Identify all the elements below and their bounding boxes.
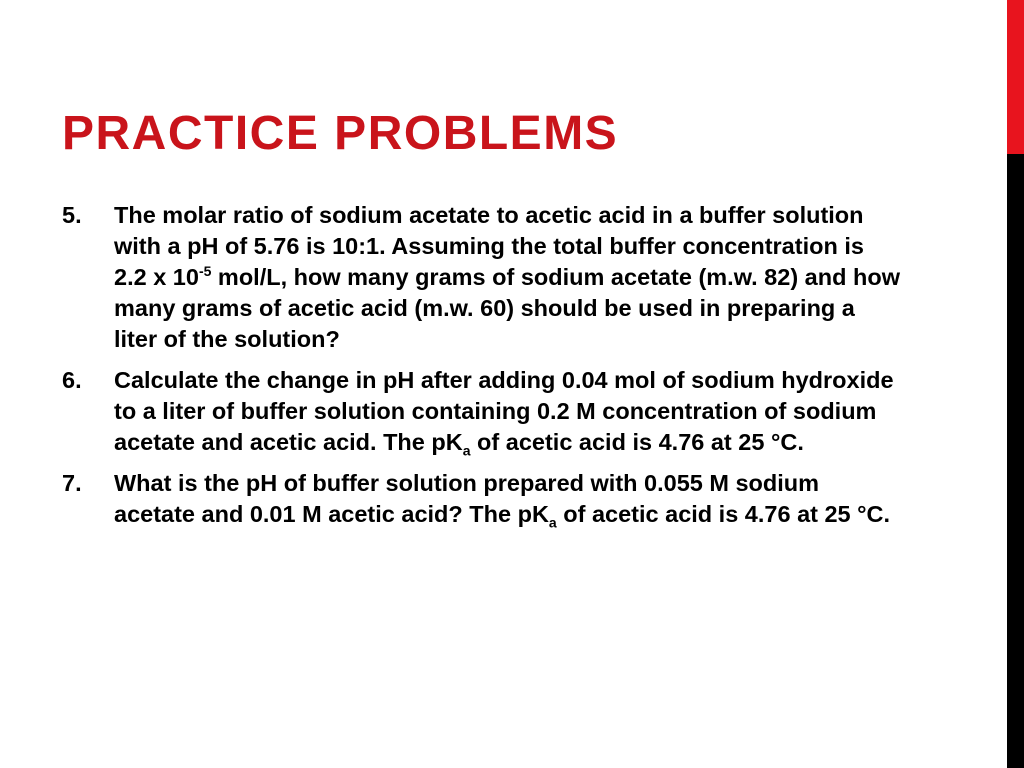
problem-text-segment: of acetic acid is 4.76 at 25 °C. [556, 501, 891, 527]
problem-text-subscript: a [548, 514, 557, 531]
problem-text-segment: of acetic acid is 4.76 at 25 °C. [470, 429, 804, 455]
problem-text-superscript: -5 [198, 263, 212, 280]
accent-bar-top [1007, 0, 1024, 154]
problem-text-segment: Calculate the change in pH after adding 0.04 mol of sodium hydroxide to a liter of buffer solution containing 0.2 M concentration of sodium acetate and acetic acid. The pK [114, 367, 894, 455]
problem-text [114, 365, 902, 458]
problem-text [114, 200, 902, 355]
problem-number: 6. [62, 367, 82, 393]
problem-text-segment: mol/L, how many grams of sodium acetate (m.w. 82) and how many grams of acetic acid (m.w. 60) should be used in preparing a liter of the solution? [114, 264, 900, 352]
problem-number: 5. [62, 202, 82, 228]
problem-text-segment: What is the pH of buffer solution prepared with 0.055 M sodium acetate and 0.01 M acetic acid? The pK [114, 470, 820, 527]
problem-number: 7. [62, 470, 82, 496]
problem-text-segment: The molar ratio of sodium acetate to acetic acid in a buffer solution with a pH of 5.76 is 10:1. Assuming the total buffer concentration is 2.2 x 10 [114, 202, 864, 290]
problem-text-subscript: a [462, 442, 471, 459]
slide-title: PRACTICE PROBLEMS [62, 107, 619, 160]
problem-item [62, 200, 902, 355]
problem-list [62, 200, 902, 540]
problem-item [62, 468, 902, 530]
accent-bar-bottom [1007, 154, 1024, 768]
problem-text [114, 468, 902, 530]
problem-item [62, 365, 902, 458]
